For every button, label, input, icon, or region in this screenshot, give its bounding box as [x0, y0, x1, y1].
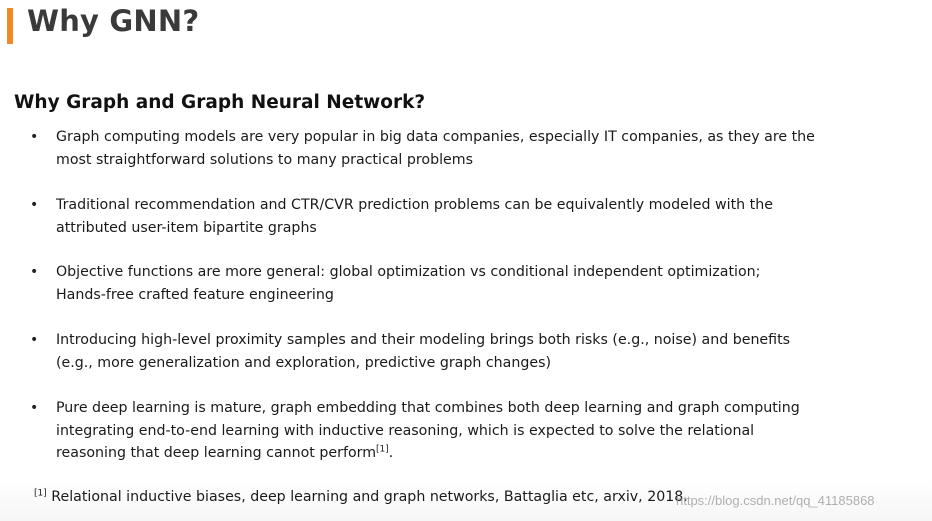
- bullet-line: Pure deep learning is mature, graph embedding that combines both deep learning and graph computing: [56, 400, 800, 416]
- bullet-line-text: reasoning that deep learning cannot perform: [56, 445, 377, 461]
- bullet-line: [56, 442, 886, 465]
- bullet-line: (e.g., more generalization and exploration, predictive graph changes): [56, 354, 552, 371]
- footnote-marker: [1]: [34, 488, 47, 499]
- bullet-line: Introducing high-level proximity samples and their modeling brings both risks (e.g., noise) and benefits: [56, 332, 791, 348]
- bullet-line-tail: .: [388, 445, 394, 461]
- bullet-marker: •: [30, 264, 39, 280]
- bullet-marker: •: [30, 129, 39, 145]
- bullet-marker: •: [30, 400, 39, 416]
- footnote: [34, 486, 688, 508]
- bullet-line: Traditional recommendation and CTR/CVR prediction problems can be equivalently modeled with the: [56, 197, 773, 213]
- watermark: https://blog.csdn.net/qq_41185868: [676, 493, 875, 508]
- title-accent-bar: [7, 8, 13, 44]
- bullet-text: [56, 329, 886, 374]
- bullet-marker: •: [30, 197, 39, 213]
- bullet-marker: •: [30, 332, 39, 348]
- bullet-text: [56, 126, 886, 171]
- bullet-text: [56, 261, 886, 306]
- citation-marker: [1]: [376, 444, 389, 455]
- section-heading: Why Graph and Graph Neural Network?: [14, 92, 426, 113]
- bullet-text: [56, 397, 886, 465]
- footnote-text: Relational inductive biases, deep learning and graph networks, Battaglia etc, arxiv, 2018.: [46, 489, 688, 505]
- bullet-text: [56, 194, 886, 239]
- bullet-line: Hands-free crafted feature engineering: [56, 286, 334, 303]
- bullet-line: attributed user-item bipartite graphs: [56, 219, 317, 236]
- bullet-line: Objective functions are more general: global optimization vs conditional independent optimization;: [56, 264, 761, 280]
- bullet-line: Graph computing models are very popular in big data companies, especially IT companies, as they are the: [56, 129, 815, 145]
- slide-title: Why GNN?: [27, 4, 200, 38]
- bullet-line: integrating end-to-end learning with inductive reasoning, which is expected to solve the relational: [56, 422, 755, 439]
- bullet-line: most straightforward solutions to many practical problems: [56, 151, 473, 168]
